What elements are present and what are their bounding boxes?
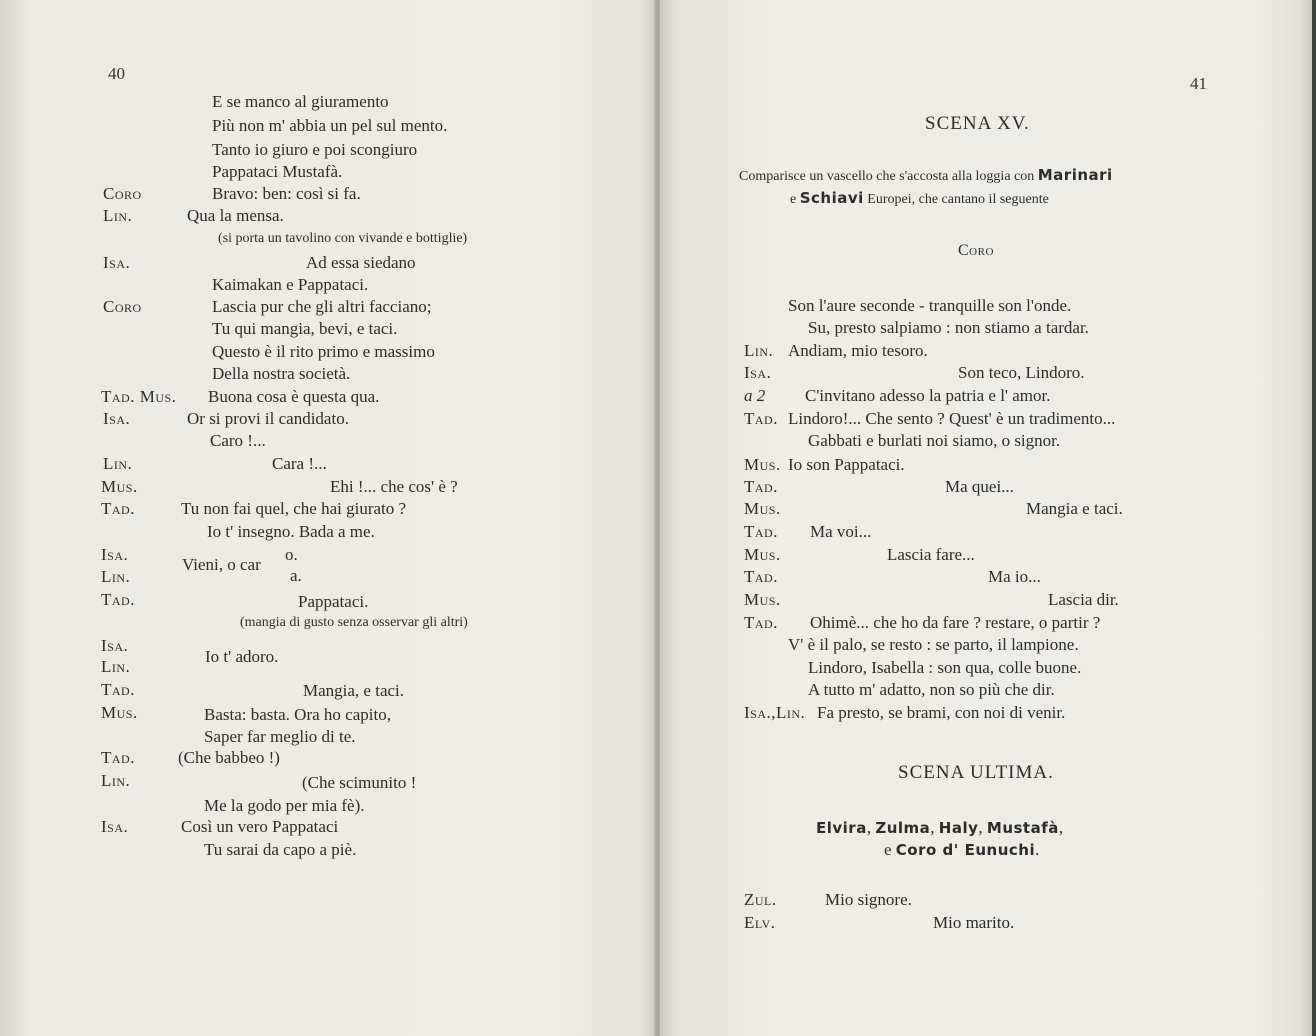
speaker: Mus. [744,455,781,474]
speaker: Tad. [101,499,135,518]
stage-direction [790,188,1049,210]
speaker: Lin. [101,567,131,586]
verse-line: Kaimakan e Pappataci. [212,275,369,294]
verse-line: Ohimè... che ho da fare ? restare, o partir ? [810,613,1101,632]
stage-text: Comparisce un vascello che s'accosta alla loggia con [739,169,1035,184]
speaker: Isa. [744,363,772,382]
coro-heading: Coro [958,242,994,259]
verse-line: Ma io... [988,567,1041,586]
speaker: Lin. [101,657,131,676]
verse-line: Pappataci Mustafà. [212,162,343,181]
cast-line: Elvira, Zulma, Haly, Mustafà, [816,818,1064,837]
verse-line: Saper far meglio di te. [204,727,356,746]
speaker: Tad. [101,590,135,609]
verse-line: C'invitano adesso la patria e l' amor. [805,386,1051,405]
speaker: Isa. [101,636,129,655]
stage-bold: Marinari [1037,166,1113,184]
verse-line: Mio signore. [825,890,912,909]
left-page [0,0,656,1036]
verse-line: Mangia, e taci. [303,681,405,700]
word-ending: o. [285,545,298,564]
verse-line: Lascia fare... [887,545,975,564]
cast-name: Zulma [875,819,931,837]
verse-line: Così un vero Pappataci [181,817,339,836]
verse-line: Gabbati e burlati noi siamo, o signor. [808,431,1061,450]
speaker: Tad. [101,748,135,767]
speaker: Tad. [101,680,135,699]
word-ending: a. [290,566,302,585]
verse-line: Son teco, Lindoro. [958,363,1085,382]
verse-line: Ehi !... che cos' è ? [330,477,458,496]
verse-line: Or si provi il candidato. [187,409,349,428]
cast-line: e Coro d' Eunuchi. [884,840,1040,859]
speaker: Mus. [744,590,781,609]
page-number: 40 [108,64,125,83]
speaker: Tad. [744,613,778,632]
speaker: Isa.,Lin. [744,703,806,722]
verse-line: Io t' insegno. Bada a me. [207,522,375,541]
cast-prefix: e [884,840,892,859]
cast-name: Haly [938,819,979,837]
verse-line: Lindoro!... Che sento ? Quest' è un tradimento... [788,409,1116,428]
page-number: 41 [1190,74,1207,93]
verse-line: (Che babbeo !) [178,748,280,767]
verse-line: Ma voi... [810,522,872,541]
verse-line: Questo è il rito primo e massimo [212,342,435,361]
stage-text: Europei, che cantano il seguente [867,192,1049,207]
stage-text: e [790,192,797,207]
speaker: Tad. Mus. [101,387,177,406]
speaker: a 2 [744,386,766,405]
cast-name: Coro d' Eunuchi [895,841,1036,859]
speaker: Zul. [744,890,777,909]
speaker: Tad. [744,409,778,428]
speaker: Mus. [744,499,781,518]
stage-direction: (mangia di gusto senza osservar gli altri) [240,615,468,630]
verse-line: Buona cosa è questa qua. [208,387,380,406]
verse-line: Io t' adoro. [205,647,279,666]
verse-line: V' è il palo, se resto : se parto, il lampione. [788,635,1079,654]
speaker: Isa. [103,253,131,272]
verse-line: Fa presto, se brami, con noi di venir. [817,703,1066,722]
cast-name: Elvira [816,819,867,837]
stage-bold: Schiavi [799,189,864,207]
cast-name: Mustafà [986,819,1059,837]
verse-line: Ad essa siedano [306,253,416,272]
speaker: Isa. [101,817,129,836]
speaker: Isa. [101,545,129,564]
speaker: Tad. [744,522,778,541]
verse-line: Basta: basta. Ora ho capito, [204,705,391,724]
speaker: Mus. [101,703,138,722]
scene-title: SCENA ULTIMA. [898,762,1054,783]
verse-line: Su, presto salpiamo : non stiamo a tardar. [808,318,1089,337]
stage-direction: (si porta un tavolino con vivande e bottiglie) [218,231,468,246]
speaker: Tad. [744,477,778,496]
speaker: Coro [103,297,142,316]
verse-line: Ma quei... [945,477,1014,496]
verse-line: E se manco al giuramento [212,92,389,111]
verse-line: Io son Pappataci. [788,455,905,474]
verse-line: Son l'aure seconde - tranquille son l'onde. [788,296,1072,315]
verse-line: Mangia e taci. [1026,499,1123,518]
verse-line: Caro !... [210,431,266,450]
speaker: Lin. [744,341,774,360]
verse-line: (Che scimunito ! [302,773,417,792]
verse-line: Mio marito. [933,913,1015,932]
verse-line: Pappataci. [298,592,369,611]
verse-line: Lindoro, Isabella : son qua, colle buone. [808,658,1082,677]
speaker: Elv. [744,913,776,932]
verse-line: Tu sarai da capo a piè. [204,840,357,859]
verse-line: Bravo: ben: così si fa. [212,184,361,203]
stage-direction [739,165,1113,187]
scene-title: SCENA XV. [925,113,1030,134]
speaker: Lin. [103,454,133,473]
speaker: Lin. [101,771,131,790]
verse-line: Tu non fai quel, che hai giurato ? [181,499,407,518]
verse-line: Vieni, o car [182,555,261,574]
verse-line: Più non m' abbia un pel sul mento. [212,116,448,135]
speaker: Mus. [101,477,138,496]
verse-line: Tu qui mangia, bevi, e taci. [212,319,398,338]
speaker: Isa. [103,409,131,428]
verse-line: Tanto io giuro e poi scongiuro [212,140,418,159]
verse-line: Me la godo per mia fè). [204,796,365,815]
verse-line: Qua la mensa. [187,206,284,225]
verse-line: Andiam, mio tesoro. [788,341,928,360]
right-page [660,0,1312,1036]
speaker: Lin. [103,206,133,225]
verse-line: Lascia dir. [1048,590,1119,609]
speaker: Coro [103,184,142,203]
verse-line: Della nostra società. [212,364,351,383]
verse-line: Cara !... [272,454,327,473]
speaker: Mus. [744,545,781,564]
speaker: Tad. [744,567,778,586]
verse-line: A tutto m' adatto, non so più che dir. [808,680,1055,699]
verse-line: Lascia pur che gli altri facciano; [212,297,432,316]
